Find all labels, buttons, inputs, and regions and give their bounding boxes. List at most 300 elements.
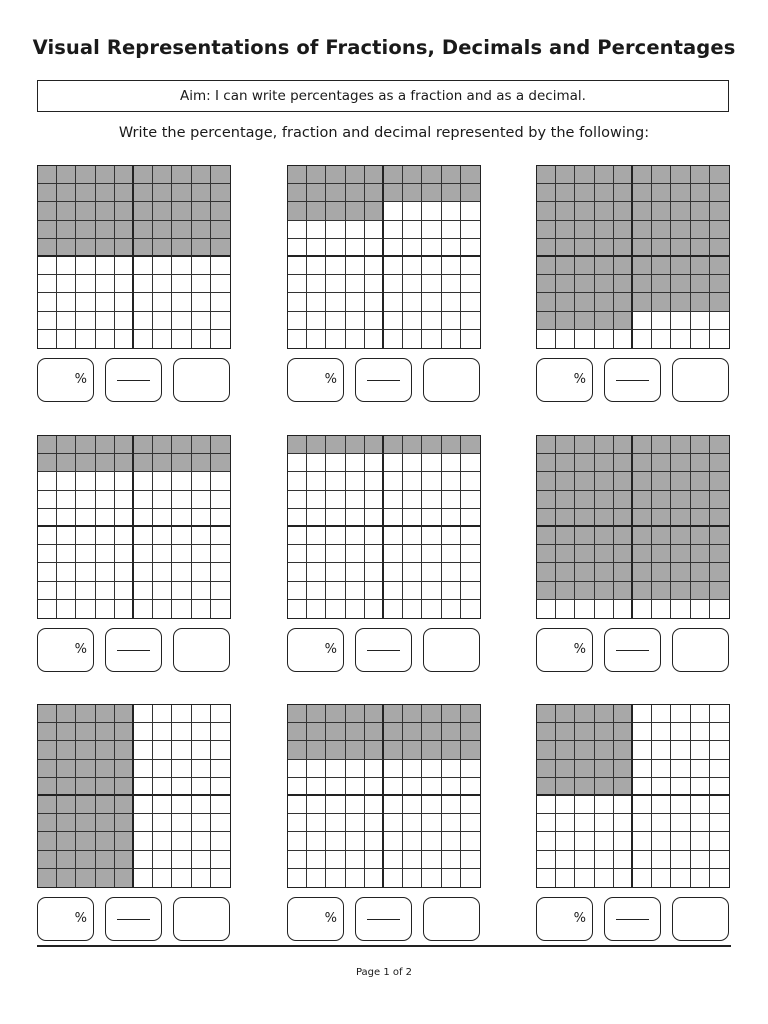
grid-cell	[211, 275, 230, 293]
grid-cell	[172, 741, 191, 759]
grid-cell	[442, 275, 461, 293]
shaded-cell	[288, 723, 307, 741]
percentage-answer-box-1[interactable]	[37, 358, 94, 402]
shaded-cell	[633, 509, 652, 527]
grid-cell	[442, 221, 461, 239]
shaded-cell	[76, 851, 95, 869]
fraction-answer-box-9[interactable]	[604, 897, 661, 941]
grid-cell	[556, 796, 575, 814]
shaded-cell	[575, 202, 594, 220]
fraction-line	[616, 380, 649, 381]
shaded-cell	[671, 166, 690, 184]
grid-cell	[153, 778, 172, 796]
grid-cell	[461, 778, 480, 796]
shaded-cell	[614, 166, 633, 184]
grid-cell	[461, 869, 480, 887]
grid-cell	[153, 600, 172, 618]
shaded-cell	[57, 454, 76, 472]
shaded-cell	[211, 166, 230, 184]
grid-cell	[326, 312, 345, 330]
grid-cell	[652, 832, 671, 850]
shaded-cell	[614, 582, 633, 600]
shaded-cell	[134, 436, 153, 454]
grid-cell	[192, 760, 211, 778]
grid-cell	[633, 330, 652, 348]
shaded-cell	[115, 760, 134, 778]
grid-cell	[96, 563, 115, 581]
hundred-grid-6	[536, 435, 730, 619]
shaded-cell	[691, 257, 710, 275]
fraction-line	[117, 380, 150, 381]
grid-cell	[652, 814, 671, 832]
grid-cell	[442, 851, 461, 869]
grid-cell	[57, 600, 76, 618]
grid-cell	[172, 814, 191, 832]
grid-cell	[691, 741, 710, 759]
shaded-cell	[192, 202, 211, 220]
fraction-answer-box-4[interactable]	[105, 628, 162, 672]
shaded-cell	[57, 760, 76, 778]
shaded-cell	[556, 257, 575, 275]
shaded-cell	[153, 221, 172, 239]
grid-cell	[461, 563, 480, 581]
grid-cell	[422, 312, 441, 330]
grid-cell	[422, 869, 441, 887]
grid-cell	[461, 239, 480, 257]
shaded-cell	[96, 778, 115, 796]
percentage-answer-box-2[interactable]	[287, 358, 344, 402]
fraction-line	[616, 919, 649, 920]
percent-sign: %	[573, 372, 586, 387]
grid-cell	[461, 814, 480, 832]
shaded-cell	[403, 436, 422, 454]
grid-cell	[307, 275, 326, 293]
grid-cell	[307, 851, 326, 869]
grid-cell	[76, 600, 95, 618]
fraction-answer-box-8[interactable]	[355, 897, 412, 941]
fraction-answer-box-6[interactable]	[604, 628, 661, 672]
grid-cell	[461, 545, 480, 563]
grid-cell	[461, 257, 480, 275]
shaded-cell	[575, 741, 594, 759]
shaded-cell	[614, 705, 633, 723]
shaded-cell	[633, 293, 652, 311]
grid-cell	[403, 796, 422, 814]
percentage-answer-box-7[interactable]	[37, 897, 94, 941]
grid-cell	[365, 600, 384, 618]
grid-cell	[671, 330, 690, 348]
shaded-cell	[115, 239, 134, 257]
grid-cell	[633, 723, 652, 741]
grid-cell	[422, 330, 441, 348]
grid-cell	[307, 778, 326, 796]
shaded-cell	[614, 545, 633, 563]
shaded-cell	[652, 527, 671, 545]
shaded-cell	[38, 184, 57, 202]
shaded-cell	[691, 239, 710, 257]
shaded-cell	[38, 832, 57, 850]
grid-cell	[134, 741, 153, 759]
grid-cell	[422, 796, 441, 814]
shaded-cell	[691, 472, 710, 490]
grid-cell	[556, 814, 575, 832]
shaded-cell	[365, 741, 384, 759]
shaded-cell	[614, 760, 633, 778]
grid-cell	[172, 760, 191, 778]
percent-sign: %	[573, 642, 586, 657]
percentage-answer-box-5[interactable]	[287, 628, 344, 672]
grid-cell	[671, 851, 690, 869]
shaded-cell	[614, 472, 633, 490]
grid-cell	[192, 312, 211, 330]
grid-cell	[365, 454, 384, 472]
footer-rule	[37, 945, 731, 947]
grid-cell	[307, 600, 326, 618]
grid-cell	[96, 472, 115, 490]
decimal-answer-box-5[interactable]	[423, 628, 480, 672]
shaded-cell	[38, 166, 57, 184]
shaded-cell	[134, 454, 153, 472]
grid-cell	[614, 814, 633, 832]
percentage-answer-box-9[interactable]	[536, 897, 593, 941]
fraction-answer-box-3[interactable]	[604, 358, 661, 402]
shaded-cell	[556, 760, 575, 778]
shaded-cell	[652, 184, 671, 202]
shaded-cell	[307, 741, 326, 759]
grid-cell	[365, 527, 384, 545]
grid-cell	[134, 472, 153, 490]
grid-cell	[307, 527, 326, 545]
grid-cell	[384, 851, 403, 869]
grid-cell	[461, 851, 480, 869]
shaded-cell	[96, 239, 115, 257]
grid-cell	[461, 832, 480, 850]
shaded-cell	[192, 184, 211, 202]
grid-cell	[134, 869, 153, 887]
decimal-answer-box-9[interactable]	[672, 897, 729, 941]
shaded-cell	[633, 221, 652, 239]
grid-cell	[192, 814, 211, 832]
grid-cell	[710, 851, 729, 869]
grid-cell	[115, 491, 134, 509]
grid-cell	[192, 491, 211, 509]
grid-cell	[38, 545, 57, 563]
grid-cell	[537, 796, 556, 814]
percentage-answer-box-4[interactable]	[37, 628, 94, 672]
grid-cell	[691, 796, 710, 814]
decimal-answer-box-8[interactable]	[423, 897, 480, 941]
grid-cell	[365, 796, 384, 814]
shaded-cell	[710, 545, 729, 563]
grid-cell	[192, 509, 211, 527]
grid-cell	[575, 851, 594, 869]
shaded-cell	[556, 312, 575, 330]
grid-cell	[172, 293, 191, 311]
grid-cell	[307, 257, 326, 275]
grid-cell	[96, 293, 115, 311]
grid-cell	[96, 600, 115, 618]
shaded-cell	[595, 166, 614, 184]
grid-cell	[192, 582, 211, 600]
shaded-cell	[556, 741, 575, 759]
shaded-cell	[710, 472, 729, 490]
grid-cell	[384, 778, 403, 796]
grid-cell	[134, 778, 153, 796]
shaded-cell	[76, 832, 95, 850]
shaded-cell	[307, 436, 326, 454]
grid-cell	[153, 293, 172, 311]
grid-cell	[652, 760, 671, 778]
grid-cell	[192, 869, 211, 887]
shaded-cell	[671, 275, 690, 293]
grid-cell	[633, 705, 652, 723]
grid-cell	[192, 527, 211, 545]
grid-cell	[365, 239, 384, 257]
grid-cell	[211, 293, 230, 311]
grid-cell	[288, 239, 307, 257]
shaded-cell	[691, 184, 710, 202]
hundred-grid-1	[37, 165, 231, 349]
grid-cell	[211, 563, 230, 581]
shaded-cell	[595, 472, 614, 490]
grid-cell	[461, 760, 480, 778]
shaded-cell	[96, 166, 115, 184]
shaded-cell	[384, 723, 403, 741]
shaded-cell	[614, 293, 633, 311]
shaded-cell	[38, 760, 57, 778]
grid-cell	[153, 705, 172, 723]
shaded-cell	[365, 705, 384, 723]
shaded-cell	[652, 293, 671, 311]
grid-cell	[537, 330, 556, 348]
shaded-cell	[115, 869, 134, 887]
grid-cell	[172, 545, 191, 563]
shaded-cell	[192, 221, 211, 239]
decimal-answer-box-6[interactable]	[672, 628, 729, 672]
shaded-cell	[614, 454, 633, 472]
grid-cell	[307, 582, 326, 600]
fraction-answer-box-1[interactable]	[105, 358, 162, 402]
grid-cell	[115, 330, 134, 348]
grid-cell	[211, 330, 230, 348]
decimal-answer-box-2[interactable]	[423, 358, 480, 402]
shaded-cell	[614, 436, 633, 454]
shaded-cell	[556, 436, 575, 454]
decimal-answer-box-7[interactable]	[173, 897, 230, 941]
grid-cell	[461, 221, 480, 239]
grid-cell	[211, 778, 230, 796]
decimal-answer-box-3[interactable]	[672, 358, 729, 402]
shaded-cell	[537, 239, 556, 257]
shaded-cell	[403, 166, 422, 184]
grid-cell	[115, 509, 134, 527]
shaded-cell	[537, 723, 556, 741]
shaded-cell	[403, 184, 422, 202]
shaded-cell	[633, 491, 652, 509]
grid-cell	[652, 600, 671, 618]
grid-cell	[442, 563, 461, 581]
fraction-answer-box-5[interactable]	[355, 628, 412, 672]
shaded-cell	[633, 166, 652, 184]
shaded-cell	[307, 723, 326, 741]
hundred-grid-5	[287, 435, 481, 619]
grid-cell	[326, 509, 345, 527]
grid-cell	[575, 600, 594, 618]
grid-cell	[365, 257, 384, 275]
grid-cell	[384, 545, 403, 563]
grid-cell	[38, 312, 57, 330]
shaded-cell	[595, 760, 614, 778]
grid-cell	[461, 491, 480, 509]
grid-cell	[461, 472, 480, 490]
grid-cell	[192, 851, 211, 869]
shaded-cell	[346, 166, 365, 184]
shaded-cell	[288, 705, 307, 723]
shaded-cell	[671, 184, 690, 202]
grid-cell	[384, 275, 403, 293]
shaded-cell	[595, 239, 614, 257]
shaded-cell	[461, 741, 480, 759]
grid-cell	[346, 312, 365, 330]
grid-cell	[575, 869, 594, 887]
hundred-grid-9	[536, 704, 730, 888]
grid-cell	[384, 330, 403, 348]
shaded-cell	[633, 436, 652, 454]
percentage-answer-box-8[interactable]	[287, 897, 344, 941]
shaded-cell	[537, 166, 556, 184]
grid-cell	[403, 600, 422, 618]
shaded-cell	[96, 454, 115, 472]
grid-cell	[346, 239, 365, 257]
shaded-cell	[96, 832, 115, 850]
fraction-line	[367, 380, 400, 381]
shaded-cell	[134, 239, 153, 257]
grid-cell	[422, 832, 441, 850]
grid-cell	[614, 832, 633, 850]
hundred-grid-7	[37, 704, 231, 888]
grid-cell	[461, 275, 480, 293]
grid-cell	[403, 472, 422, 490]
shaded-cell	[595, 312, 614, 330]
shaded-cell	[115, 723, 134, 741]
grid-cell	[76, 545, 95, 563]
decimal-answer-box-4[interactable]	[173, 628, 230, 672]
grid-cell	[442, 293, 461, 311]
shaded-cell	[76, 436, 95, 454]
grid-cell	[134, 312, 153, 330]
grid-cell	[346, 563, 365, 581]
shaded-cell	[671, 202, 690, 220]
grid-cell	[614, 851, 633, 869]
shaded-cell	[652, 436, 671, 454]
grid-cell	[346, 600, 365, 618]
shaded-cell	[652, 582, 671, 600]
grid-cell	[442, 832, 461, 850]
shaded-cell	[461, 705, 480, 723]
shaded-cell	[115, 741, 134, 759]
fraction-line	[616, 650, 649, 651]
shaded-cell	[461, 436, 480, 454]
shaded-cell	[537, 454, 556, 472]
grid-cell	[442, 545, 461, 563]
shaded-cell	[38, 221, 57, 239]
shaded-cell	[96, 705, 115, 723]
shaded-cell	[595, 202, 614, 220]
grid-cell	[365, 582, 384, 600]
hundred-grid-2	[287, 165, 481, 349]
grid-cell	[211, 796, 230, 814]
grid-cell	[403, 257, 422, 275]
shaded-cell	[710, 184, 729, 202]
percentage-answer-box-3[interactable]	[536, 358, 593, 402]
grid-cell	[211, 705, 230, 723]
shaded-cell	[556, 705, 575, 723]
grid-cell	[172, 832, 191, 850]
grid-cell	[288, 814, 307, 832]
grid-cell	[365, 832, 384, 850]
grid-cell	[38, 330, 57, 348]
grid-cell	[211, 312, 230, 330]
fraction-answer-box-2[interactable]	[355, 358, 412, 402]
grid-cell	[691, 600, 710, 618]
grid-cell	[652, 705, 671, 723]
grid-cell	[326, 832, 345, 850]
shaded-cell	[556, 202, 575, 220]
percentage-answer-box-6[interactable]	[536, 628, 593, 672]
grid-cell	[384, 491, 403, 509]
decimal-answer-box-1[interactable]	[173, 358, 230, 402]
grid-cell	[537, 814, 556, 832]
shaded-cell	[595, 275, 614, 293]
grid-cell	[671, 312, 690, 330]
grid-cell	[326, 454, 345, 472]
grid-cell	[96, 257, 115, 275]
grid-cell	[115, 582, 134, 600]
shaded-cell	[153, 239, 172, 257]
grid-cell	[346, 778, 365, 796]
shaded-cell	[442, 741, 461, 759]
shaded-cell	[671, 527, 690, 545]
grid-cell	[346, 509, 365, 527]
shaded-cell	[710, 436, 729, 454]
fraction-line	[117, 919, 150, 920]
grid-cell	[365, 330, 384, 348]
grid-cell	[403, 851, 422, 869]
shaded-cell	[537, 221, 556, 239]
shaded-cell	[633, 239, 652, 257]
shaded-cell	[96, 723, 115, 741]
grid-cell	[38, 491, 57, 509]
grid-cell	[288, 563, 307, 581]
grid-cell	[307, 796, 326, 814]
grid-cell	[671, 741, 690, 759]
fraction-answer-box-7[interactable]	[105, 897, 162, 941]
grid-cell	[537, 851, 556, 869]
grid-cell	[346, 491, 365, 509]
grid-cell	[710, 869, 729, 887]
shaded-cell	[172, 202, 191, 220]
grid-cell	[671, 760, 690, 778]
shaded-cell	[633, 257, 652, 275]
grid-cell	[403, 221, 422, 239]
aim-box	[37, 80, 729, 112]
grid-cell	[403, 814, 422, 832]
shaded-cell	[671, 563, 690, 581]
shaded-cell	[365, 184, 384, 202]
shaded-cell	[211, 184, 230, 202]
grid-cell	[422, 257, 441, 275]
grid-cell	[134, 832, 153, 850]
